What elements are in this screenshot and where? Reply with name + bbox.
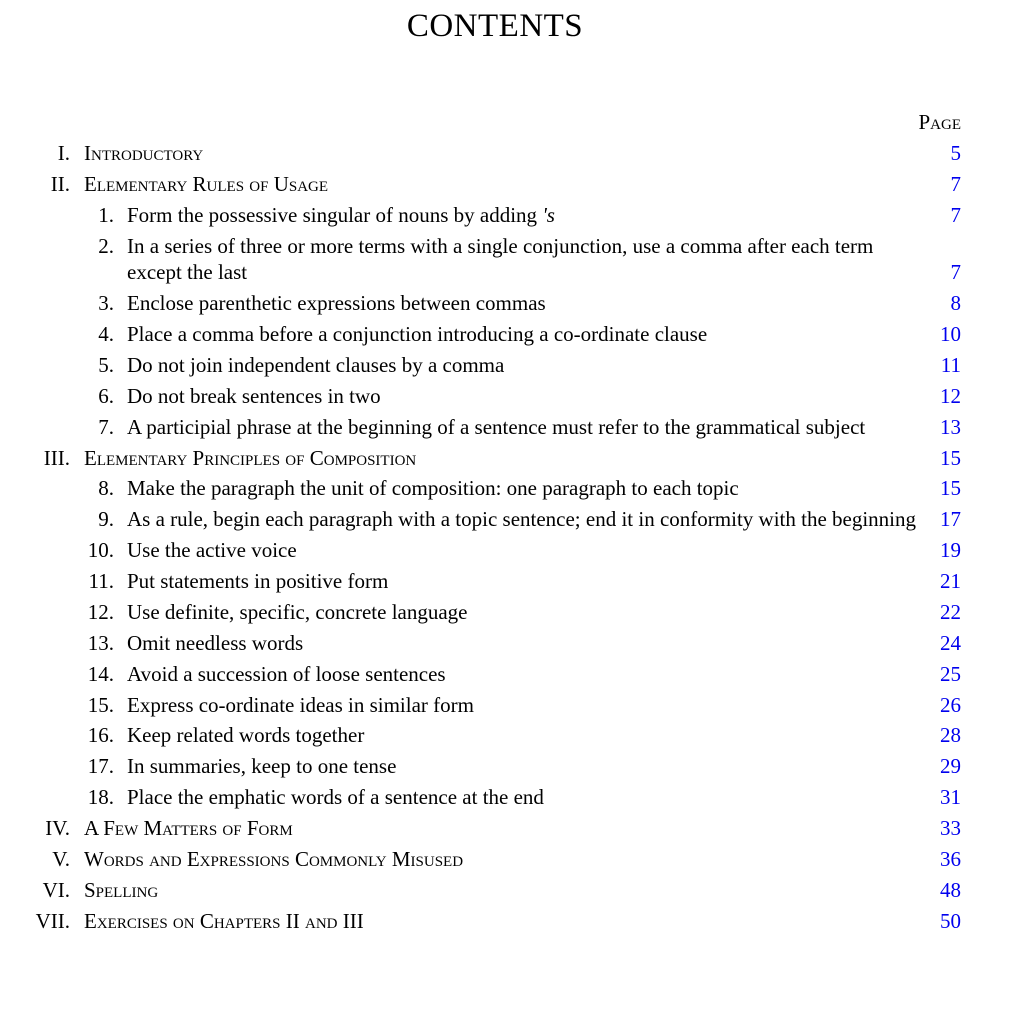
rule-number: 15. bbox=[87, 692, 114, 717]
rule-text: Use the active voice bbox=[127, 538, 297, 563]
page-link[interactable]: 10 bbox=[940, 322, 961, 347]
rule-number: 12. bbox=[87, 599, 114, 624]
table-of-contents bbox=[0, 138, 1024, 936]
toc-chapter bbox=[0, 138, 1024, 169]
toc-rule bbox=[0, 473, 1024, 504]
toc-rule bbox=[0, 659, 1024, 690]
page-link[interactable]: 36 bbox=[940, 846, 961, 871]
page-link[interactable]: 8 bbox=[950, 291, 961, 316]
chapter-title: Introductory bbox=[84, 141, 204, 166]
rule-number: 2. bbox=[98, 233, 114, 258]
toc-rule bbox=[0, 628, 1024, 659]
page-link[interactable]: 28 bbox=[940, 723, 961, 748]
toc-rule bbox=[0, 751, 1024, 782]
toc-rule bbox=[0, 689, 1024, 720]
page-link[interactable]: 15 bbox=[940, 445, 961, 470]
page-link[interactable]: 31 bbox=[940, 785, 961, 810]
page-link[interactable]: 25 bbox=[940, 661, 961, 686]
chapter-number: VI. bbox=[42, 877, 70, 902]
rule-text: A participial phrase at the beginning of a sentence must refer to the grammatical subject bbox=[127, 414, 866, 439]
page-link[interactable]: 13 bbox=[940, 414, 961, 439]
page-link[interactable]: 11 bbox=[940, 352, 961, 377]
rule-number: 7. bbox=[98, 414, 114, 439]
chapter-title: Words and Expressions Commonly Misused bbox=[84, 846, 464, 871]
rule-number: 4. bbox=[98, 322, 114, 347]
chapter-number: III. bbox=[43, 445, 70, 470]
rule-number: 10. bbox=[87, 538, 114, 563]
rule-text: In summaries, keep to one tense bbox=[127, 754, 397, 779]
page-link[interactable]: 7 bbox=[950, 260, 961, 285]
toc-chapter bbox=[0, 906, 1024, 937]
page-link[interactable]: 5 bbox=[950, 141, 961, 166]
chapter-title: A Few Matters of Form bbox=[84, 816, 293, 841]
chapter-number: VII. bbox=[35, 908, 70, 933]
toc-rule bbox=[0, 412, 1024, 443]
rule-number: 16. bbox=[87, 723, 114, 748]
toc-rule bbox=[0, 200, 1024, 231]
page-link[interactable]: 50 bbox=[940, 908, 961, 933]
rule-number: 13. bbox=[87, 630, 114, 655]
toc-chapter bbox=[0, 844, 1024, 875]
rule-text-main: Form the possessive singular of nouns by adding bbox=[127, 202, 543, 227]
page-link[interactable]: 22 bbox=[940, 599, 961, 624]
rule-text-italic: 's bbox=[542, 202, 555, 227]
rule-text: Make the paragraph the unit of composition: one paragraph to each topic bbox=[127, 476, 739, 501]
rule-text: Keep related words together bbox=[127, 723, 365, 748]
toc-chapter bbox=[0, 442, 1024, 473]
rule-number: 18. bbox=[87, 785, 114, 810]
page-link[interactable]: 15 bbox=[940, 476, 961, 501]
toc-rule bbox=[0, 535, 1024, 566]
chapter-title: Elementary Principles of Composition bbox=[84, 445, 417, 470]
rule-text: Do not break sentences in two bbox=[127, 383, 381, 408]
chapter-number: V. bbox=[52, 846, 70, 871]
toc-rule bbox=[0, 566, 1024, 597]
toc-rule bbox=[0, 288, 1024, 319]
rule-text: In a series of three or more terms with a single conjunction, use a comma after each term except the last bbox=[127, 233, 874, 285]
rule-text: Use definite, specific, concrete language bbox=[127, 599, 468, 624]
rule-text bbox=[127, 202, 917, 229]
toc-chapter bbox=[0, 813, 1024, 844]
toc-chapter bbox=[0, 169, 1024, 200]
chapter-number: I. bbox=[57, 141, 70, 166]
page-link[interactable]: 7 bbox=[950, 202, 961, 227]
page-link[interactable]: 17 bbox=[940, 507, 961, 532]
rule-number: 11. bbox=[88, 569, 114, 594]
chapter-number: II. bbox=[50, 172, 70, 197]
page-link[interactable]: 26 bbox=[940, 692, 961, 717]
toc-rule bbox=[0, 597, 1024, 628]
page-link[interactable]: 48 bbox=[940, 877, 961, 902]
toc-rule bbox=[0, 720, 1024, 751]
chapter-title: Spelling bbox=[84, 877, 159, 902]
rule-number: 17. bbox=[87, 754, 114, 779]
page-link[interactable]: 33 bbox=[940, 816, 961, 841]
toc-rule bbox=[0, 231, 1024, 288]
rule-number: 5. bbox=[98, 352, 114, 377]
page-title: CONTENTS bbox=[406, 8, 584, 44]
page-link[interactable]: 7 bbox=[950, 172, 961, 197]
rule-text: Enclose parenthetic expressions between commas bbox=[127, 291, 546, 316]
toc-rule bbox=[0, 381, 1024, 412]
rule-text: Do not join independent clauses by a comma bbox=[127, 352, 505, 377]
rule-text: Put statements in positive form bbox=[127, 569, 389, 594]
page-link[interactable]: 24 bbox=[940, 630, 961, 655]
page-link[interactable]: 12 bbox=[940, 383, 961, 408]
chapter-number: IV. bbox=[45, 816, 70, 841]
rule-text: Omit needless words bbox=[127, 630, 304, 655]
rule-number: 6. bbox=[98, 383, 114, 408]
rule-text: Avoid a succession of loose sentences bbox=[127, 661, 446, 686]
page-column-header: Page bbox=[918, 110, 961, 134]
rule-number: 3. bbox=[98, 291, 114, 316]
toc-chapter bbox=[0, 875, 1024, 906]
toc-rule bbox=[0, 504, 1024, 535]
chapter-title: Exercises on Chapters II and III bbox=[84, 908, 364, 933]
toc-rule bbox=[0, 350, 1024, 381]
rule-number: 8. bbox=[98, 476, 114, 501]
rule-text: Express co-ordinate ideas in similar form bbox=[127, 692, 474, 717]
page-link[interactable]: 21 bbox=[940, 569, 961, 594]
rule-text: Place a comma before a conjunction introducing a co-ordinate clause bbox=[127, 322, 708, 347]
rule-text: As a rule, begin each paragraph with a topic sentence; end it in conformity with the beginning bbox=[127, 507, 917, 532]
page-link[interactable]: 19 bbox=[940, 538, 961, 563]
toc-rule bbox=[0, 319, 1024, 350]
rule-text: Place the emphatic words of a sentence at the end bbox=[127, 785, 544, 810]
rule-number: 9. bbox=[98, 507, 114, 532]
rule-number: 14. bbox=[87, 661, 114, 686]
rule-number: 1. bbox=[98, 202, 114, 227]
chapter-title: Elementary Rules of Usage bbox=[84, 172, 329, 197]
toc-rule bbox=[0, 782, 1024, 813]
page-link[interactable]: 29 bbox=[940, 754, 961, 779]
